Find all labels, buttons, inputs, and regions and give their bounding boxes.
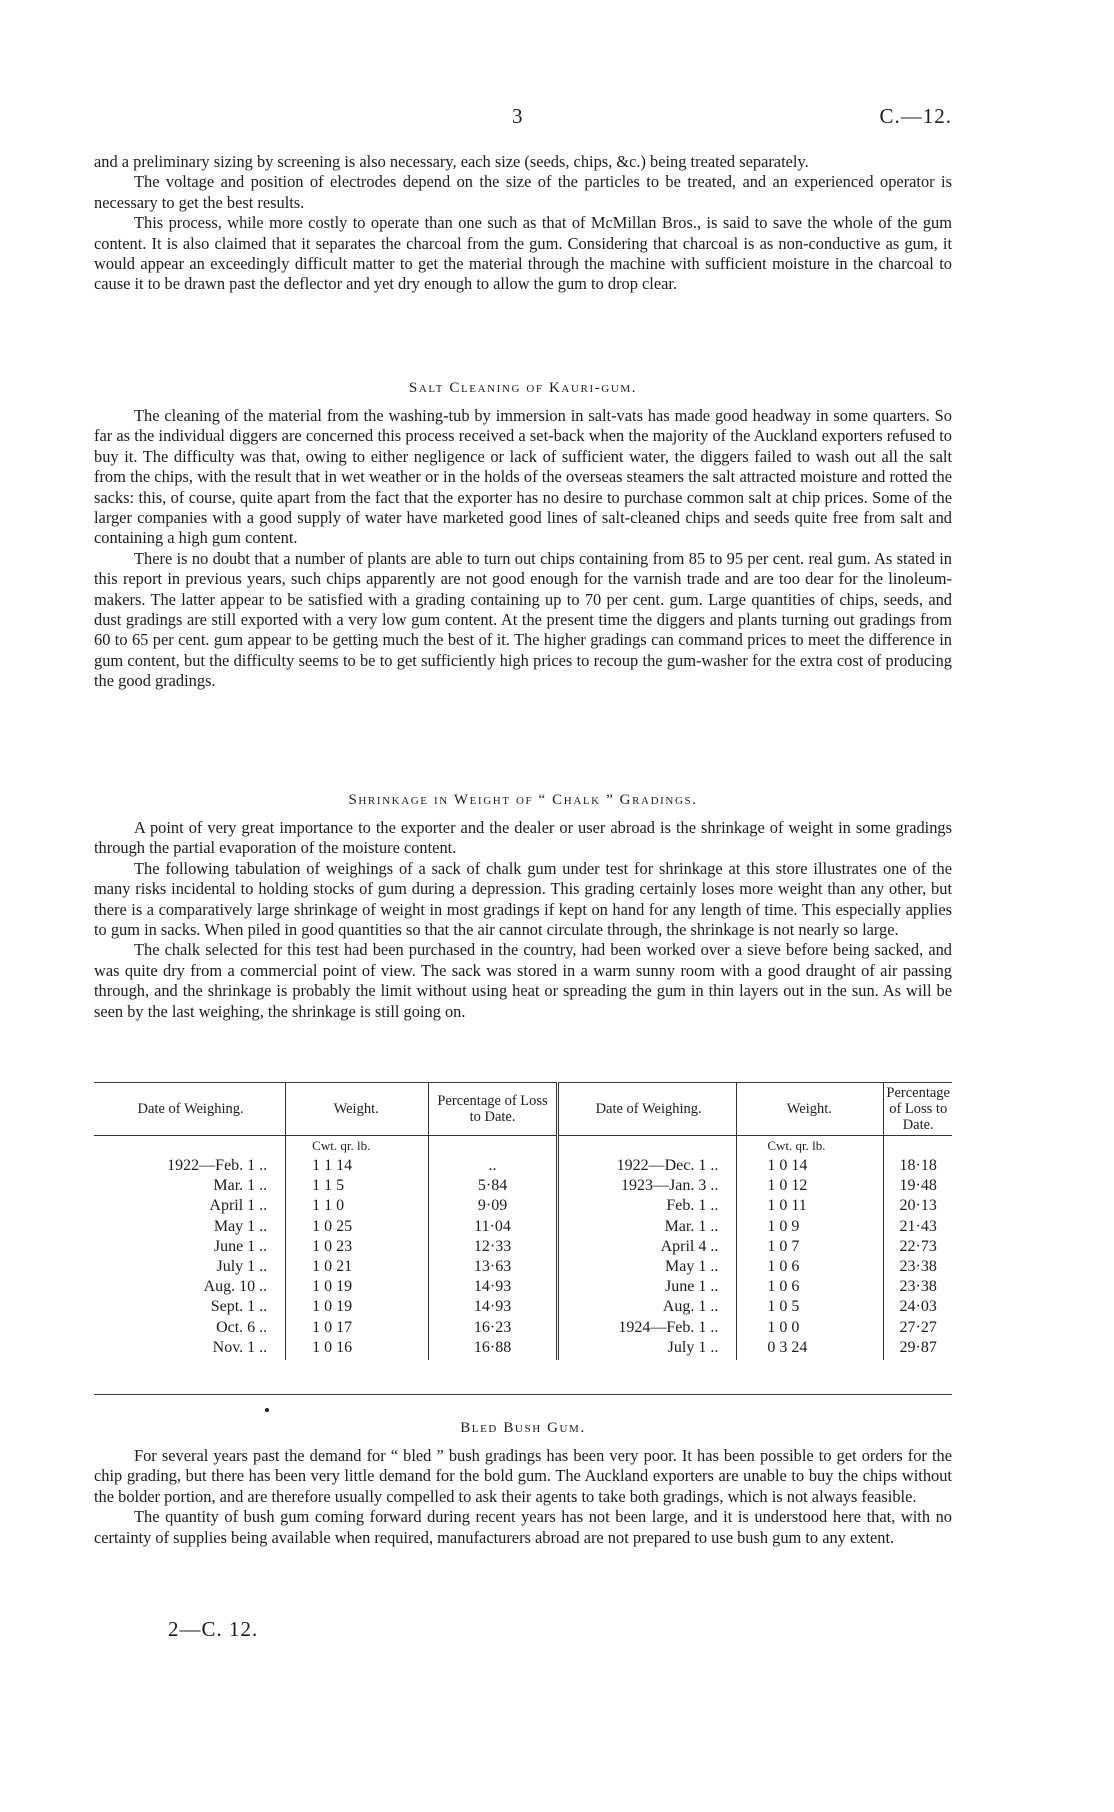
table-row — [94, 1196, 952, 1216]
weight-cell: 1 0 0 — [737, 1318, 884, 1338]
weight-cell: 1 1 14 — [286, 1156, 429, 1176]
paragraph: A point of very great importance to the exporter and the dealer or user abroad is the shrinkage of weight in some gradings through the partial evaporation of the moisture content. — [94, 818, 952, 858]
shrinkage-table — [94, 1082, 952, 1360]
weight-cell: 1 0 9 — [737, 1217, 884, 1237]
header-date-of-weighing: Date of Weighing. — [557, 1083, 736, 1136]
percentage-cell: 16·88 — [429, 1338, 558, 1360]
table-row — [94, 1277, 952, 1297]
percentage-cell: 5·84 — [429, 1176, 558, 1196]
paragraph: The following tabulation of weighings of a sack of chalk gum under test for shrinkage at this store illustrates one of the many risks incidental to holding stocks of gum during a depression. This grading certainly loses more weight than any other, but there is a comparatively large shrinkage of weight in most gradings if kept on hand for any length of time. This especially applies to gum in sacks. When piled in good quantities so that the air cannot circulate through, the shrinkage is not nearly so large. — [94, 858, 952, 940]
date-cell: 1922—Dec. 1 .. — [557, 1156, 736, 1176]
weight-cell: 1 1 0 — [286, 1196, 429, 1216]
date-cell: Aug. 1 .. — [557, 1297, 736, 1317]
paragraph: This process, while more costly to operate than one such as that of McMillan Bros., is said to save the whole of the gum content. It is also claimed that it separates the charcoal from the gum. Considering that charcoal is as non-conductive as gum, it would appear an exceedingly difficult matter to get the material through the machine with sufficient moisture in the charcoal to cause it to be drawn past the deflector and yet dry enough to allow the gum to drop clear. — [94, 213, 952, 294]
date-cell: Oct. 6 .. — [216, 1318, 268, 1336]
percentage-cell: 13·63 — [429, 1257, 558, 1277]
ink-dot — [265, 1408, 269, 1412]
weight-cell: 1 0 23 — [286, 1237, 429, 1257]
percentage-cell: 19·48 — [884, 1176, 952, 1196]
percentage-cell: 14·93 — [429, 1277, 558, 1297]
percentage-cell: 23·38 — [884, 1277, 952, 1297]
date-cell: 1923—Jan. 3 .. — [557, 1176, 736, 1196]
header-percentage-loss: Percentage of Loss to Date. — [884, 1083, 952, 1136]
paragraph: The quantity of bush gum coming forward during recent years has not been large, and it is understood here that, with no certainty of supplies being available when required, manufacturers abroad are not prepared to use bush gum to any extent. — [94, 1507, 952, 1547]
paragraph: The chalk selected for this test had been purchased in the country, had been worked over a sieve before being sacked, and was quite dry from a commercial point of view. The sack was stored in a warm sunny room with a good draught of air passing through, and the shrinkage is probably the limit without using heat or spreading the gum in thin layers out in the sun. As will be seen by the last weighing, the shrinkage is still going on. — [94, 940, 952, 1021]
table-bottom-rule — [94, 1394, 952, 1395]
percentage-cell: 9·09 — [429, 1196, 558, 1216]
date-cell: Feb. 1 .. — [557, 1196, 736, 1216]
weight-cell: 1 0 19 — [286, 1297, 429, 1317]
percentage-cell: 20·13 — [884, 1196, 952, 1216]
date-cell: Sept. 1 .. — [210, 1298, 268, 1316]
date-cell: Nov. 1 .. — [212, 1338, 268, 1356]
weight-cell: 1 0 16 — [286, 1338, 429, 1360]
bled-bush-gum-text — [94, 1446, 952, 1548]
table-row — [94, 1297, 952, 1317]
percentage-cell: 11·04 — [429, 1217, 558, 1237]
date-cell: April 4 .. — [557, 1237, 736, 1257]
paragraph: and a preliminary sizing by screening is also necessary, each size (seeds, chips, &c.) being treated separately. — [94, 152, 809, 171]
percentage-cell: 29·87 — [884, 1338, 952, 1360]
weight-units: Cwt. qr. lb. — [737, 1136, 884, 1157]
weight-cell: 1 0 7 — [737, 1237, 884, 1257]
weight-cell: 1 0 14 — [737, 1156, 884, 1176]
section-heading-bled-bush-gum: Bled Bush Gum. — [460, 1420, 586, 1436]
weight-cell: 1 0 19 — [286, 1277, 429, 1297]
date-cell: Mar. 1 .. — [557, 1217, 736, 1237]
percentage-cell: .. — [429, 1156, 558, 1176]
date-cell: Mar. 1 .. — [213, 1177, 268, 1195]
intro-text — [94, 152, 952, 295]
header-weight: Weight. — [286, 1083, 429, 1136]
weight-cell: 1 0 6 — [737, 1277, 884, 1297]
weight-cell: 0 3 24 — [737, 1338, 884, 1360]
weight-units: Cwt. qr. lb. — [286, 1136, 429, 1157]
table-row — [94, 1237, 952, 1257]
table-header-row — [94, 1083, 952, 1136]
header-weight: Weight. — [737, 1083, 884, 1136]
table-row — [94, 1176, 952, 1196]
date-cell: July 1 .. — [216, 1258, 268, 1276]
percentage-cell: 14·93 — [429, 1297, 558, 1317]
date-cell: April 1 .. — [209, 1197, 268, 1215]
weight-cell: 1 0 6 — [737, 1257, 884, 1277]
weight-cell: 1 1 5 — [286, 1176, 429, 1196]
weight-cell: 1 0 17 — [286, 1318, 429, 1338]
date-cell: 1922—Feb. 1 .. — [167, 1157, 268, 1174]
signature-mark: 2—C. 12. — [168, 1617, 259, 1641]
percentage-cell: 12·33 — [429, 1237, 558, 1257]
date-cell: May 1 .. — [557, 1257, 736, 1277]
table-row — [94, 1156, 952, 1176]
percentage-cell: 18·18 — [884, 1156, 952, 1176]
page-number: 3 — [512, 104, 523, 128]
weight-cell: 1 0 21 — [286, 1257, 429, 1277]
date-cell: May 1 .. — [213, 1217, 268, 1235]
date-cell: Aug. 10 .. — [203, 1278, 268, 1296]
percentage-cell: 23·38 — [884, 1257, 952, 1277]
percentage-cell: 27·27 — [884, 1318, 952, 1338]
date-cell: June 1 .. — [213, 1237, 268, 1255]
units-row — [94, 1136, 952, 1157]
salt-cleaning-text — [94, 406, 952, 692]
percentage-cell: 22·73 — [884, 1237, 952, 1257]
weight-cell: 1 0 5 — [737, 1297, 884, 1317]
date-cell: July 1 .. — [557, 1338, 736, 1360]
weight-cell: 1 0 12 — [737, 1176, 884, 1196]
date-cell: 1924—Feb. 1 .. — [557, 1318, 736, 1338]
section-heading-salt-cleaning: Salt Cleaning of Kauri-gum. — [408, 380, 638, 396]
header-date-of-weighing: Date of Weighing. — [94, 1083, 286, 1136]
document-reference: C.—12. — [879, 104, 952, 128]
percentage-cell: 16·23 — [429, 1318, 558, 1338]
percentage-cell: 24·03 — [884, 1297, 952, 1317]
paragraph: The voltage and position of electrodes depend on the size of the particles to be treated, and an experienced operator is necessary to get the best results. — [94, 172, 952, 212]
weight-cell: 1 0 25 — [286, 1217, 429, 1237]
table-row — [94, 1338, 952, 1360]
header-percentage-loss: Percentage of Loss to Date. — [429, 1083, 558, 1136]
table-row — [94, 1217, 952, 1237]
table-row — [94, 1318, 952, 1338]
weight-cell: 1 0 11 — [737, 1196, 884, 1216]
paragraph: There is no doubt that a number of plants are able to turn out chips containing from 85 to 95 per cent. real gum. As stated in this report in previous years, such chips apparently are not good enough for the varnish trade and are too dear for the linoleum-makers. The latter appear to be satisfied with a grading containing up to 70 per cent. gum. Large quantities of chips, seeds, and dust gradings are still exported with a very low gum content. At the present time the diggers and plants turning out gradings from 60 to 65 per cent. gum appear to be getting much the best of it. The higher gradings can command prices to meet the difference in gum content, but the difficulty seems to be to get sufficiently high prices to recoup the gum-washer for the extra cost of producing the good gradings. — [94, 548, 952, 691]
shrinkage-text — [94, 818, 952, 1022]
percentage-cell: 21·43 — [884, 1217, 952, 1237]
section-heading-shrinkage: Shrinkage in Weight of “ Chalk ” Gradings. — [348, 792, 698, 808]
paragraph: The cleaning of the material from the washing-tub by immersion in salt-vats has made good headway in some quarters. So far as the individual diggers are concerned this process received a set-back when the majority of the Auckland exporters refused to buy it. The difficulty was that, owing to either negligence or lack of sufficient water, the diggers failed to wash out all the salt from the chips, with the result that in wet weather or in the holds of the overseas steamers the salt attracted moisture and rotted the sacks: this, of course, quite apart from the fact that the exporter has no desire to purchase common salt at chip prices. Some of the larger companies with a good supply of water have marketed good lines of salt-cleaned chips and seeds quite free from salt and containing a high gum content. — [94, 406, 952, 548]
date-cell: June 1 .. — [557, 1277, 736, 1297]
paragraph: For several years past the demand for “ bled ” bush gradings has been very poor. It has been possible to get orders for the chip grading, but there has been very little demand for the bold gum. The Auckland exporters are unable to buy the chips without the bolder portion, and are therefore usually compelled to ask their agents to take both gradings, which is not always feasible. — [94, 1446, 952, 1506]
table-row — [94, 1257, 952, 1277]
